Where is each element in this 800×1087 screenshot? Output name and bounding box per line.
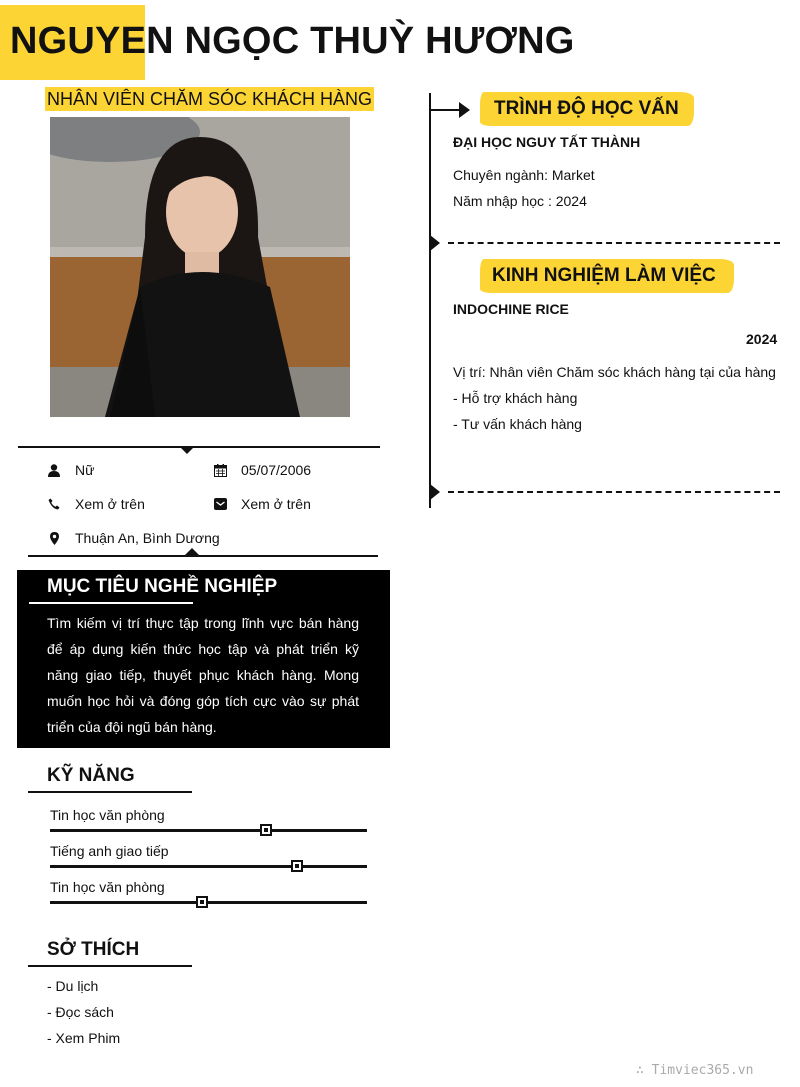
section-dashed-divider bbox=[448, 242, 780, 244]
experience-position: Vị trí: Nhân viên Chăm sóc khách hàng tại của hàng bbox=[453, 364, 776, 380]
timeline-line bbox=[429, 93, 431, 508]
hobby-item: - Du lịch bbox=[47, 978, 99, 994]
skill-bar bbox=[50, 829, 367, 832]
experience-title: KINH NGHIỆM LÀM VIỆC bbox=[492, 265, 716, 286]
calendar-icon bbox=[213, 463, 227, 477]
education-major: Chuyên ngành: Market bbox=[453, 167, 595, 183]
gender-value: Nữ bbox=[75, 462, 95, 478]
user-icon bbox=[47, 463, 61, 477]
timeline-marker bbox=[430, 235, 440, 251]
divider-marker-down bbox=[179, 446, 195, 454]
education-school: ĐẠI HỌC NGUY TẤT THÀNH bbox=[453, 134, 641, 150]
education-year: Năm nhập học : 2024 bbox=[453, 193, 587, 209]
experience-task: - Tư vấn khách hàng bbox=[453, 416, 582, 432]
skill-bar bbox=[50, 865, 367, 868]
timeline-arrow-shaft bbox=[431, 109, 461, 111]
hobbies-underline bbox=[28, 965, 192, 967]
career-objective-text: Tìm kiếm vị trí thực tập trong lĩnh vực bán hàng để áp dụng kiến thức học tập và phát triển kỹ năng giao tiếp, thuyết phục khách hàng. Mong muốn học hỏi và đóng góp tích cực vào sự phát triển của đội ngũ bán hàng. bbox=[47, 615, 359, 735]
phone-row bbox=[47, 496, 145, 512]
skill-bar bbox=[50, 901, 367, 904]
hobbies-title: SỞ THÍCH bbox=[47, 939, 140, 960]
career-objective-title: MỤC TIÊU NGHỀ NGHIỆP bbox=[47, 576, 278, 597]
experience-company: INDOCHINE RICE bbox=[453, 301, 569, 317]
skill-label: Tiếng anh giao tiếp bbox=[50, 843, 169, 859]
profile-photo bbox=[50, 117, 350, 417]
email-value: Xem ở trên bbox=[241, 496, 311, 512]
birthday-value: 05/07/2006 bbox=[241, 462, 312, 478]
experience-year: 2024 bbox=[746, 331, 778, 347]
hobby-item: - Đọc sách bbox=[47, 1004, 114, 1020]
skill-level-marker bbox=[196, 896, 208, 908]
timeline-arrow-icon bbox=[459, 102, 470, 118]
phone-value: Xem ở trên bbox=[75, 496, 145, 512]
skill-level-marker bbox=[260, 824, 272, 836]
candidate-name: NGUYEN NGỌC THUỲ HƯƠNG bbox=[10, 20, 575, 62]
timeline-marker bbox=[430, 484, 440, 500]
skills-title: KỸ NĂNG bbox=[47, 765, 135, 786]
job-title: NHÂN VIÊN CHĂM SÓC KHÁCH HÀNG bbox=[47, 89, 373, 109]
address-value: Thuận An, Bình Dương bbox=[75, 530, 220, 546]
career-objective-section bbox=[17, 570, 390, 748]
skills-underline bbox=[28, 791, 192, 793]
mail-icon bbox=[213, 497, 227, 511]
skill-label: Tin học văn phòng bbox=[50, 807, 165, 823]
location-pin-icon bbox=[47, 531, 61, 545]
email-row bbox=[213, 496, 311, 512]
gender-row bbox=[47, 462, 94, 478]
career-objective-underline bbox=[29, 602, 193, 604]
skill-label: Tin học văn phòng bbox=[50, 879, 165, 895]
skill-level-marker bbox=[291, 860, 303, 872]
section-dashed-divider bbox=[448, 491, 780, 493]
address-row bbox=[47, 530, 220, 546]
divider-marker-up bbox=[184, 548, 200, 556]
education-title: TRÌNH ĐỘ HỌC VẤN bbox=[494, 98, 679, 119]
birthday-row bbox=[213, 462, 311, 478]
phone-icon bbox=[47, 497, 61, 511]
hobby-item: - Xem Phim bbox=[47, 1030, 121, 1046]
info-top-divider bbox=[18, 446, 380, 448]
experience-task: - Hỗ trợ khách hàng bbox=[453, 390, 578, 406]
watermark: ∴ Timviec365.vn bbox=[636, 1063, 754, 1078]
info-bottom-divider bbox=[28, 555, 378, 557]
